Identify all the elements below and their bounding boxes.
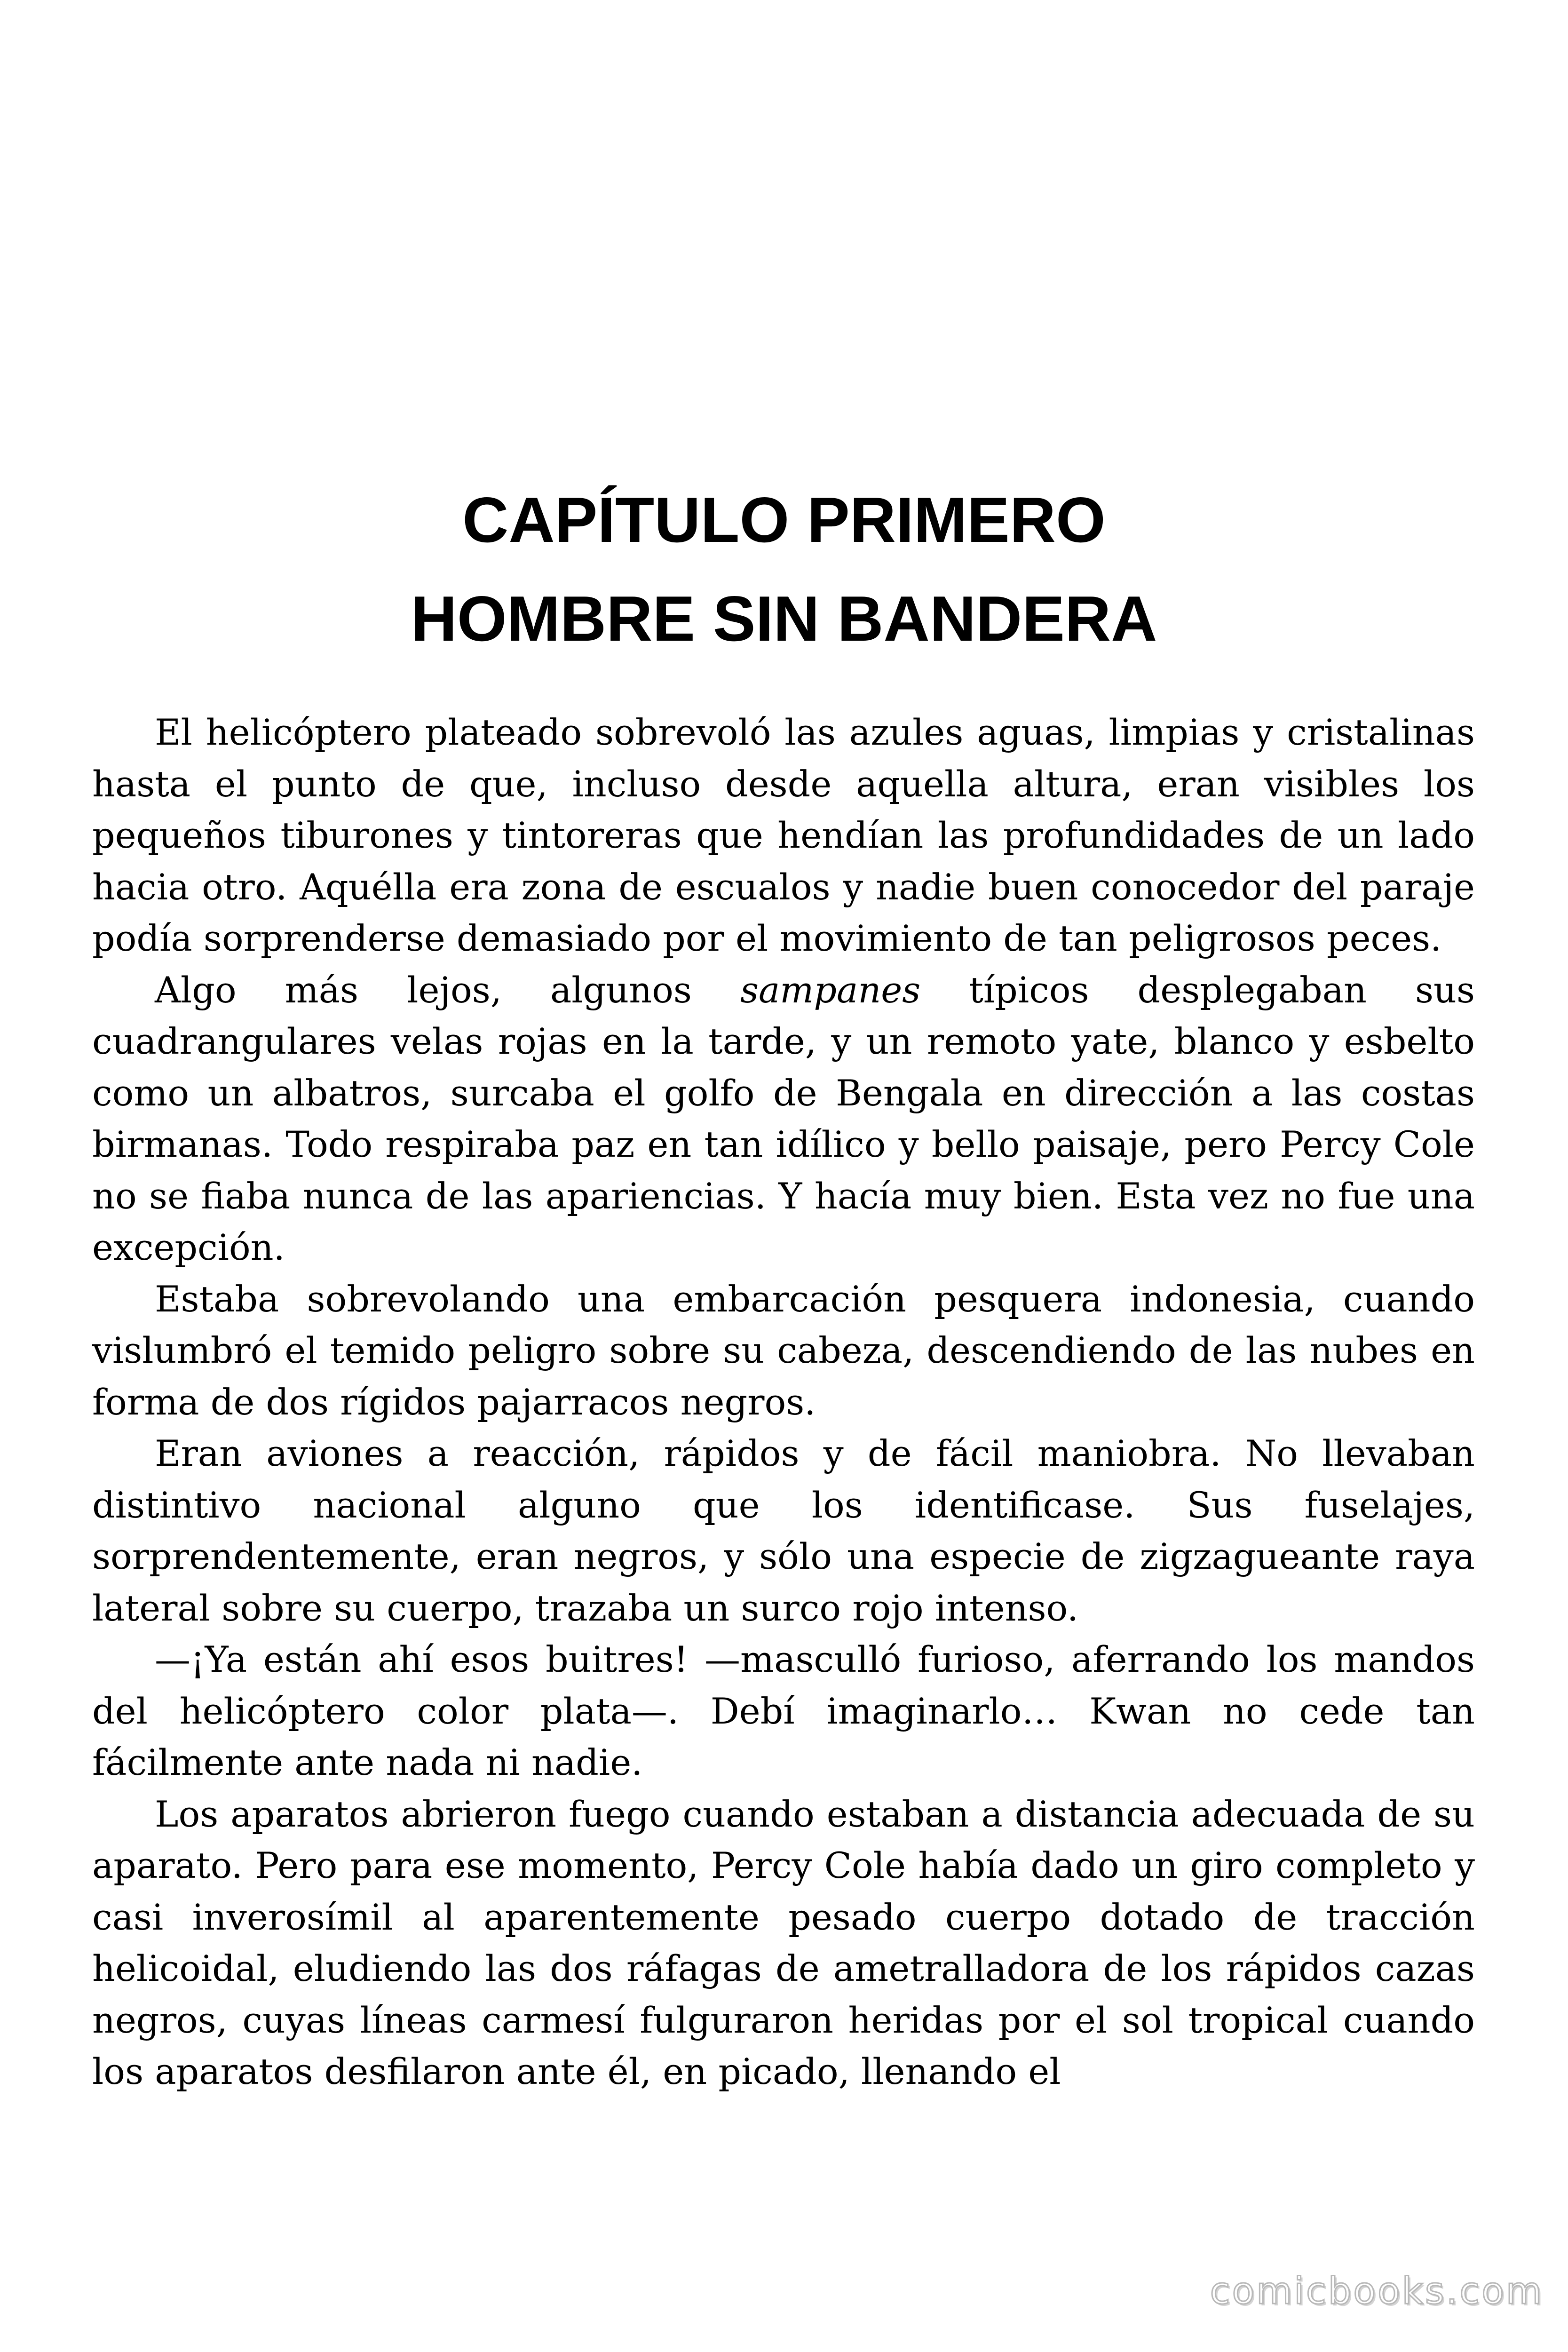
paragraph-text: Algo más lejos, algunos [155,969,740,1011]
chapter-heading [0,470,1568,668]
paragraph: El helicóptero plateado sobrevoló las azules aguas, limpias y cristalinas hasta el punto de que, incluso desde aquella altura, eran visibles los pequeños tiburones y tintoreras que hendían las profundidades de un lado hacia otro. Aquélla era zona de escualos y nadie buen conocedor del paraje podía sorprenderse demasiado por el movimiento de tan peligrosos peces. [92,711,1475,959]
chapter-title: HOMBRE SIN BANDERA [411,583,1157,654]
chapter-body [92,707,1475,2098]
watermark: comicbooks.com [1210,2270,1544,2312]
paragraph: —¡Ya están ahí esos buitres! —masculló furioso, aferrando los mandos del helicóptero color plata—. Debí imaginarlo… Kwan no cede tan fácilmente ante nada ni nadie. [92,1638,1475,1783]
paragraph: Los aparatos abrieron fuego cuando estaban a distancia adecuada de su aparato. Pero para ese momento, Percy Cole había dado un giro completo y casi inverosímil al aparentemente pesado cuerpo dotado de tracción helicoidal, eludiendo las dos ráfagas de ametralladora de los rápidos cazas negros, cuyas líneas carmesí fulguraron heridas por el sol tropical cuando los aparatos desfilaron ante él, en picado, llenando el [92,1793,1475,2092]
paragraph-text: típicos desplegaban sus cuadrangulares velas rojas en la tarde, y un remoto yate, blanco y esbelto como un albatros, surcaba el golfo de Bengala en dirección a las costas birmanas. Todo respiraba paz en tan idílico y bello paisaje, pero Percy Cole no se fiaba nunca de las apariencias. Y hacía muy bien. Esta vez no fue una excepción. [92,969,1475,1268]
chapter-number: CAPÍTULO PRIMERO [462,484,1106,556]
paragraph: Eran aviones a reacción, rápidos y de fácil maniobra. No llevaban distintivo nacional alguno que los identificase. Sus fuselajes, sorprendentemente, eran negros, y sólo una especie de zigzagueante raya lateral sobre su cuerpo, trazaba un surco rojo intenso. [92,1432,1475,1629]
italic-word: sampanes [740,969,921,1011]
paragraph [92,964,1475,1273]
paragraph: Estaba sobrevolando una embarcación pesquera indonesia, cuando vislumbró el temido peligro sobre su cabeza, descendiendo de las nubes en forma de dos rígidos pajarracos negros. [92,1278,1475,1423]
